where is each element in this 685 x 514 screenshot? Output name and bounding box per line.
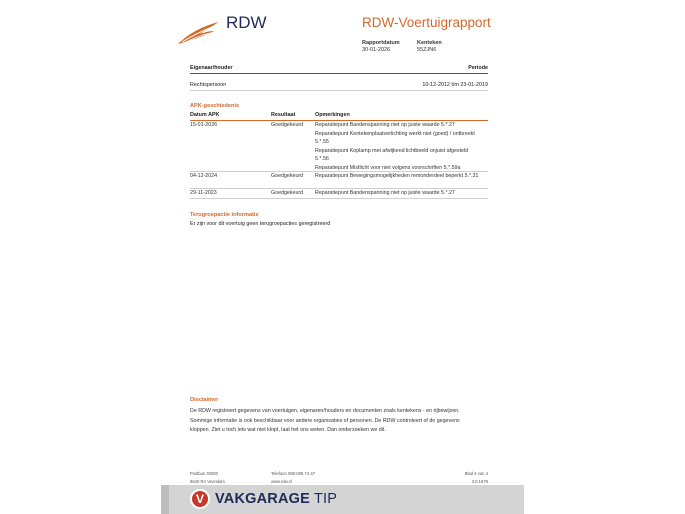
report-title: RDW-Voertuigrapport	[362, 15, 491, 30]
owners-header-divider	[190, 73, 488, 74]
recall-section-title: Terugroepactie informatie	[190, 212, 259, 218]
footer-postbus: Postbus 30000	[190, 471, 218, 476]
owners-col-eigenaar: Eigenaar/houder	[190, 65, 233, 71]
disclaimer-text	[190, 407, 490, 436]
apk-row-datum: 29-11-2023	[190, 190, 217, 196]
apk-col-resultaat: Resultaat	[271, 112, 296, 118]
owner-row-eigenaar: Rechtspersoon	[190, 82, 227, 88]
apk-row-datum: 04-12-2024	[190, 173, 218, 179]
apk-row-opmerking: Reparatiepunt Mistlicht voor niet volgens voorschriften 5.*.59a	[315, 164, 461, 171]
kenteken-label: Kenteken	[417, 40, 442, 46]
disclaimer-line: De RDW registreert gegevens van voertuigen, eigenaren/houders en documenten zoals kentekens - en rijbewijzen.	[190, 408, 460, 414]
apk-row-opmerking: Reparatiepunt Kentekenplaatverlichting werkt niet (goed) / ontbreekt 5.*.55	[315, 130, 475, 146]
owners-col-periode: Periode	[468, 65, 488, 71]
footer-blad: Blad 4 van 4	[464, 471, 488, 476]
vakgarage-logo-icon: V	[190, 489, 210, 509]
vakgarage-banner-edge	[161, 485, 169, 514]
recall-text: Er zijn voor dit voertuig geen terugroepacties geregistreerd	[190, 221, 331, 227]
disclaimer-line: Sommige informatie is ook beschikbaar voor andere organisaties of personen. De RDW controleert of de gegevens	[190, 417, 460, 424]
disclaimer-line: kloppen. Ziet u toch iets wat niet klopt, laat het ons weten. Dan onderzoeken we dit.	[190, 427, 386, 433]
disclaimer-section-title: Disclaimer	[190, 397, 219, 403]
apk-section-title: APK-geschiedenis	[190, 103, 240, 109]
apk-row-divider	[190, 198, 488, 199]
footer-plaats: 9640 RA Veendam	[190, 479, 225, 484]
footer-versie: 3.0.1679	[471, 479, 488, 484]
brand-name: RDW	[226, 13, 267, 32]
apk-row-opmerking: Reparatiepunt Koplamp met afwijkend lichtbeeld onjuist afgesteld 5.*.56	[315, 147, 469, 163]
footer-website: www.rdw.nl	[271, 479, 292, 484]
apk-row-resultaat: Goedgekeurd	[271, 190, 304, 196]
apk-row-opmerking: Reparatiepunt Bandenspanning niet op juiste waarde 5.*.27	[315, 122, 455, 128]
apk-row-datum: 15-01-2026	[190, 122, 218, 128]
rapportdatum-value: 30-01-2026	[362, 47, 391, 53]
footer-telefoon: Telefoon 088-008 74 47	[271, 471, 316, 476]
rapportdatum-label: Rapportdatum	[362, 40, 400, 46]
owner-row-periode: 10-12-2012 t/m 23-01-2019	[422, 82, 488, 88]
vakgarage-tip-logo: VAKGARAGE TIP	[215, 491, 338, 507]
apk-row-opmerking: Reparatiepunt Bandenspanning niet op juiste waarde 5.*.27	[315, 190, 455, 196]
apk-col-datum: Datum APK	[190, 112, 220, 118]
apk-row-opmerking: Reparatiepunt Bewegingsmogelijkheden remonderdeel beperkt 5.*.31	[315, 173, 479, 179]
kenteken-value: 55ZJN6	[417, 47, 437, 53]
owners-row-divider	[190, 90, 488, 91]
apk-row-resultaat: Goedgekeurd	[271, 173, 304, 179]
apk-col-opmerkingen: Opmerkingen	[315, 112, 350, 118]
apk-row-resultaat: Goedgekeurd	[271, 122, 304, 128]
rdw-logo-icon	[176, 20, 220, 46]
